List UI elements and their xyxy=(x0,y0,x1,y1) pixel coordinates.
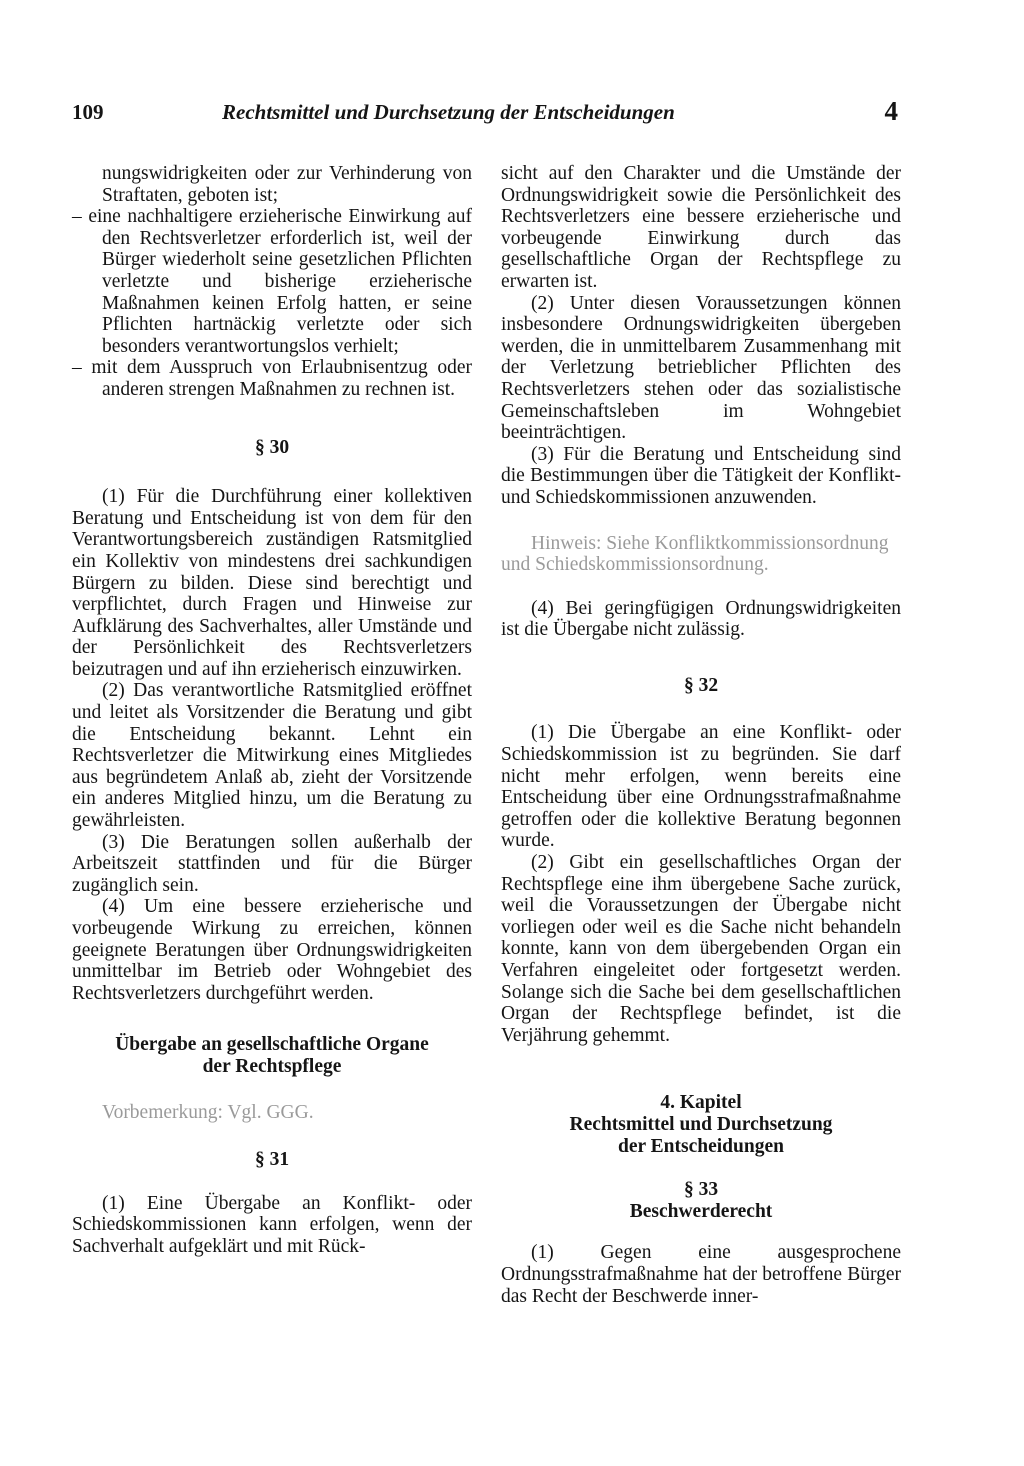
section-title: Beschwerderecht xyxy=(629,1200,773,1222)
paragraph: (1) Die Übergabe an eine Konflikt- oder Schiedskommission ist zu begründen. Sie darf nicht mehr erfolgen, wenn bereits eine Entscheidung über eine Ordnungsstrafmaßnahme getroffen oder die kollektive Beratung begonnen wurde. xyxy=(501,722,901,852)
page-header xyxy=(72,96,904,130)
paragraph: (1) Für die Durchführung einer kollektiven Beratung und Entscheidung ist von dem für den Verantwortungsbereich zuständigen Ratsmitglied ein Kollektiv von mindestens drei sachkundigen Bürgern zu bilden. Diese sind berechtigt und verpflichtet, durch Fragen und Hinweise zur Aufklärung des Sachverhaltes, aller Umstände und der Persönlichkeit des Rechtsverletzers beizutragen und auf ihn erzieherisch einzuwirken. xyxy=(72,486,472,680)
section-heading-31: § 31 xyxy=(254,1149,290,1171)
left-column xyxy=(72,163,472,1258)
paragraph: (1) Gegen eine ausgesprochene Ordnungsstrafmaßnahme hat der betroffene Bürger das Recht der Beschwerde inner- xyxy=(501,1242,901,1307)
paragraph: (2) Gibt ein gesellschaftliches Organ der Rechtspflege eine ihm übergebene Sache zurück, weil die Voraussetzungen der Übergabe nicht vorliegen oder weil es die Sache nicht behandeln konnte, kann von dem übergebenden Organ ein Verfahren eingeleitet oder fortgesetzt werden. Solange sich die Sache bei dem gesellschaftlichen Organ der Rechtspflege befindet, ist die Verjährung gehemmt. xyxy=(501,852,901,1046)
chapter-heading-line: Rechtsmittel und Durchsetzung xyxy=(569,1113,833,1135)
paragraph: (1) Eine Übergabe an Konflikt- oder Schiedskommissionen kann erfolgen, wenn der Sachverhalt aufgeklärt und mit Rück- xyxy=(72,1192,472,1257)
section-heading-33: § 33 xyxy=(683,1179,719,1201)
paragraph: (4) Bei geringfügigen Ordnungswidrigkeiten ist die Übergabe nicht zulässig. xyxy=(501,597,901,641)
preliminary-note: Vorbemerkung: Vgl. GGG. xyxy=(102,1101,314,1123)
section-heading-32: § 32 xyxy=(683,674,719,696)
paragraph: (2) Unter diesen Voraussetzungen können insbesondere Ordnungswidrigkeiten übergeben werden, die in unmittelbarem Zusammenhang mit der Verletzung betrieblicher Pflichten des Rechtsverletzers stehen oder das sozialistische Gemeinschaftsleben im Wohngebiet beeinträchtigen. xyxy=(501,292,901,444)
bullet-item: – eine nachhaltigere erzieherische Einwirkung auf den Rechtsverletzer erforderlich ist, weil der Bürger wiederholt seine gesetzlichen Pflichten verletzte und bisherige erzieherische Maßnahmen keinen Erfolg hatten, er seine Pflichten hartnäckig verletzte oder sich besonders verantwortungslos verhielt; xyxy=(72,206,472,357)
continuation-text: nungswidrigkeiten oder zur Verhinderung von Straftaten, geboten ist; xyxy=(102,163,472,206)
bullet-item: – mit dem Ausspruch von Erlaubnisentzug oder anderen strengen Maßnahmen zu rechnen ist. xyxy=(72,357,472,400)
section-heading-30: § 30 xyxy=(254,436,290,458)
subheading-line: der Rechtspflege xyxy=(202,1055,342,1077)
page-number: 109 xyxy=(72,100,104,124)
running-title: Rechtsmittel und Durchsetzung der Entscheidungen xyxy=(222,100,675,124)
paragraph: (3) Die Beratungen sollen außerhalb der Arbeitszeit stattfinden und für die Bürger zugänglich sein. xyxy=(72,831,472,896)
chapter-heading-line: 4. Kapitel xyxy=(660,1092,742,1114)
paragraph: (4) Um eine bessere erzieherische und vorbeugende Wirkung zu erreichen, können geeignete Beratungen über Ordnungswidrigkeiten unmittelbar im Betrieb oder Wohngebiet des Rechtsverletzers durchgeführt werden. xyxy=(72,896,472,1004)
paragraph: (2) Das verantwortliche Ratsmitglied eröffnet und leitet als Vorsitzender die Beratung und gibt die Entscheidung bekannt. Lehnt ein Rechtsverletzer die Mitwirkung eines Mitgliedes aus begründetem Anlaß ab, zieht der Vorsitzende ein anderes Mitglied hinzu, um die Beratung zu gewährleisten. xyxy=(72,680,472,832)
continuation-text: sicht auf den Charakter und die Umstände der Ordnungswidrigkeit sowie die Persönlichkeit des Rechtsverletzers eine bessere erzieherische und vorbeugende Einwirkung durch das gesellschaftliche Organ der Rechtspflege zu erwarten ist. xyxy=(501,163,901,292)
note: Hinweis: Siehe Konfliktkommissionsordnung und Schiedskommissionsordnung. xyxy=(501,532,889,576)
paragraph: (3) Für die Beratung und Entscheidung sind die Bestimmungen über die Tätigkeit der Konflikt- und Schiedskommissionen anzuwenden. xyxy=(501,443,901,508)
chapter-heading-line: der Entscheidungen xyxy=(618,1135,784,1157)
right-column xyxy=(501,163,901,1307)
subheading-line: Übergabe an gesellschaftliche Organe xyxy=(115,1034,429,1056)
chapter-number: 4 xyxy=(884,96,898,126)
